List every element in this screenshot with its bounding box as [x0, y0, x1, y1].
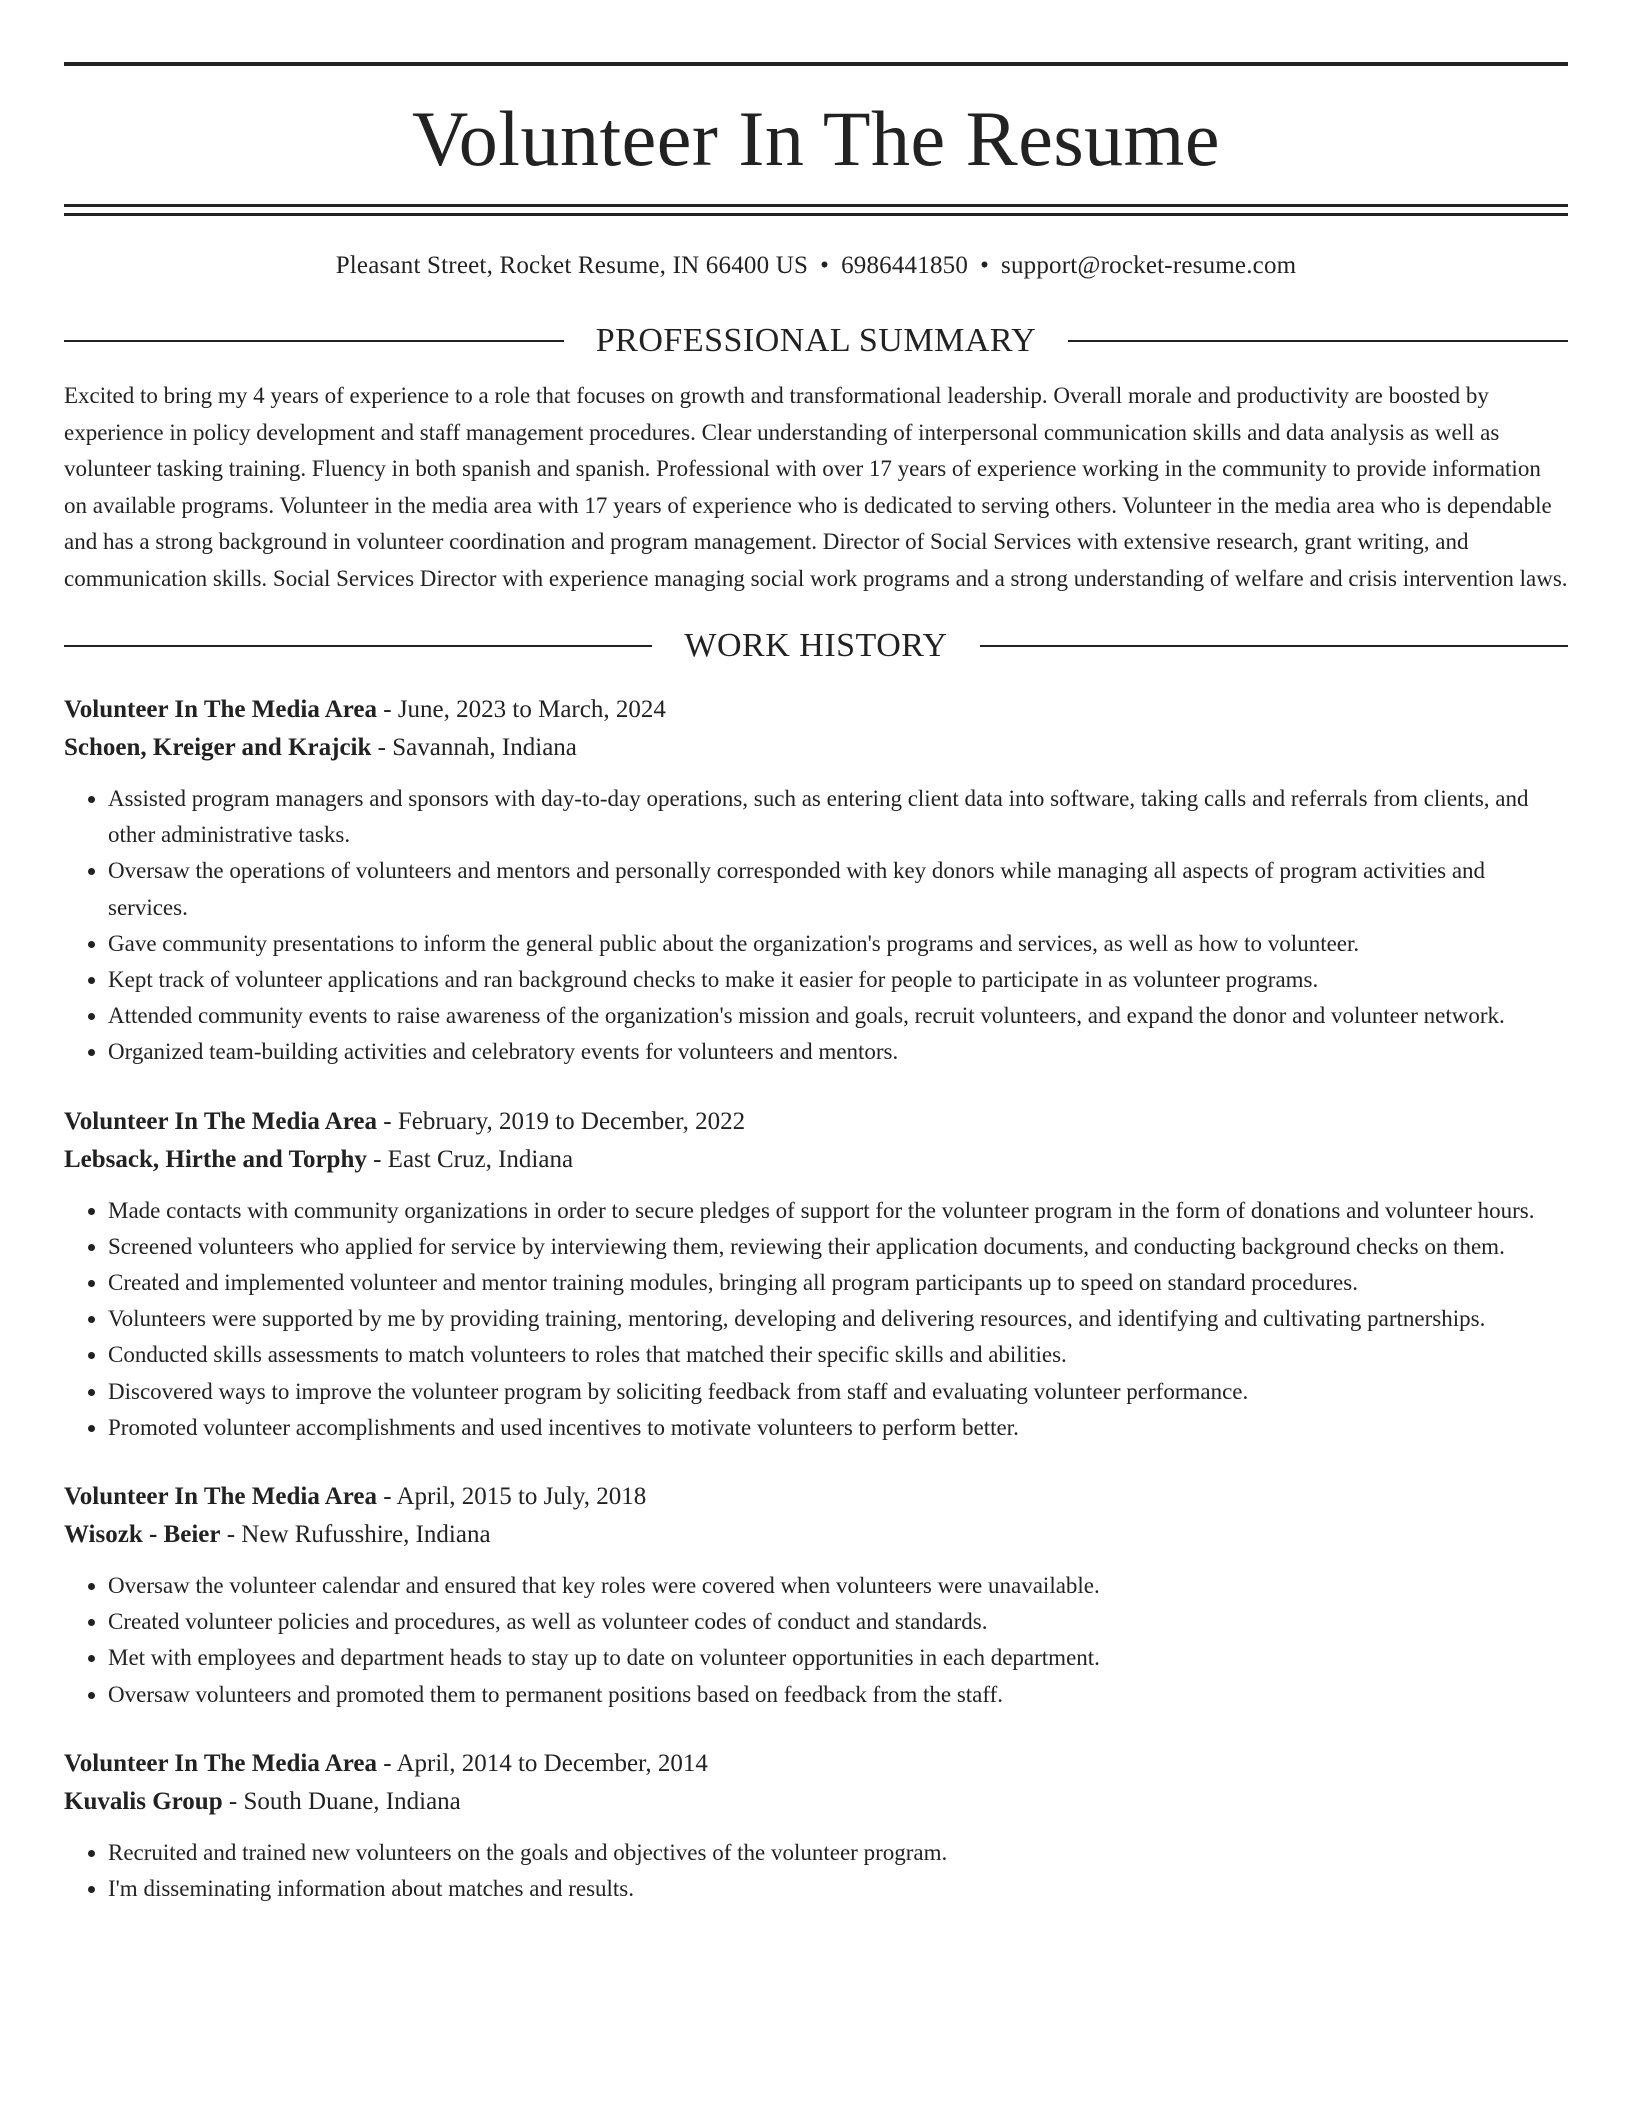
job-entry: [64, 1745, 1568, 1907]
summary-text: Excited to bring my 4 years of experience to a role that focuses on growth and transformational leadership. Overall morale and productivity are boosted by experience in policy development and staff management procedures. Clear understanding of interpersonal communication skills and data analysis as well as volunteer tasking training. Fluency in both spanish and spanish. Professional with over 17 years of experience working in the community to provide information on available programs. Volunteer in the media area with 17 years of experience who is dedicated to serving others. Volunteer in the media area who is dependable and has a strong background in volunteer coordination and program management. Director of Social Services with extensive research, grant writing, and communication skills. Social Services Director with experience managing social work programs and a strong understanding of welfare and crisis intervention laws.: [64, 383, 1568, 591]
job-bullet: • Recruited and trained new volunteers on the goals and objectives of the volunteer program.: [108, 1835, 1568, 1871]
job-bullet: • Conducted skills assessments to match volunteers to roles that matched their specific skills and abilities.: [108, 1337, 1568, 1373]
work-heading: WORK HISTORY: [684, 627, 948, 664]
resume-name: Volunteer In The Resume: [412, 95, 1220, 182]
contact-address: Pleasant Street, Rocket Resume, IN 66400 US: [335, 252, 809, 279]
job-bullet: • Volunteers were supported by me by providing training, mentoring, developing and delivering resources, and identifying and cultivating partnerships.: [108, 1301, 1568, 1337]
header-top-rule: [64, 62, 1568, 66]
summary-section-heading: [64, 324, 1568, 358]
job-bullet: • Assisted program managers and sponsors with day-to-day operations, such as entering client data into software, taking calls and referrals from clients, and other administrative tasks.: [108, 781, 1568, 853]
contact-separator: •: [820, 252, 830, 279]
section-rule-left: [64, 340, 564, 342]
job-dates: - April, 2015 to July, 2018: [377, 1483, 647, 1511]
contact-email: support@rocket-resume.com: [1001, 252, 1297, 279]
section-rule-right: [1068, 340, 1568, 342]
job-bullet: • I'm disseminating information about matches and results.: [108, 1871, 1568, 1907]
contact-line: [64, 252, 1568, 280]
job-title-line: [64, 1745, 1568, 1783]
job-bullet: • Organized team-building activities and celebratory events for volunteers and mentors.: [108, 1034, 1568, 1070]
job-company-line: [64, 1516, 1568, 1554]
job-company: Lebsack, Hirthe and Torphy: [64, 1145, 367, 1173]
job-bullet: • Oversaw volunteers and promoted them to permanent positions based on feedback from the staff.: [108, 1677, 1568, 1713]
section-rule-left: [64, 645, 652, 647]
work-history-list: [64, 691, 1568, 1907]
job-company-line: [64, 1783, 1568, 1821]
summary-heading: PROFESSIONAL SUMMARY: [595, 322, 1037, 359]
job-title-line: [64, 691, 1568, 729]
job-bullet: • Kept track of volunteer applications and ran background checks to make it easier for people to participate in as volunteer programs.: [108, 962, 1568, 998]
job-bullet: • Attended community events to raise awareness of the organization's mission and goals, recruit volunteers, and expand the donor and volunteer network.: [108, 998, 1568, 1034]
job-title-line: [64, 1103, 1568, 1141]
job-bullet: • Made contacts with community organizations in order to secure pledges of support for the volunteer program in the form of donations and volunteer hours.: [108, 1193, 1568, 1229]
job-title: Volunteer In The Media Area: [64, 696, 377, 723]
job-company: Wisozk - Beier: [64, 1521, 221, 1549]
job-location: - New Rufusshire, Indiana: [220, 1521, 491, 1549]
job-bullet: • Oversaw the volunteer calendar and ensured that key roles were covered when volunteers were unavailable.: [108, 1568, 1568, 1604]
job-bullets: [64, 1193, 1568, 1446]
job-bullet: • Created volunteer policies and procedures, as well as volunteer codes of conduct and standards.: [108, 1604, 1568, 1640]
job-title: Volunteer In The Media Area: [64, 1483, 377, 1511]
job-bullet: • Met with employees and department heads to stay up to date on volunteer opportunities in each department.: [108, 1640, 1568, 1676]
job-company-line: [64, 729, 1568, 767]
job-dates: - February, 2019 to December, 2022: [377, 1107, 746, 1135]
job-dates: - April, 2014 to December, 2014: [377, 1749, 708, 1777]
job-company: Schoen, Kreiger and Krajcik: [64, 734, 372, 761]
job-bullets: [64, 1835, 1568, 1907]
job-entry: [64, 691, 1568, 1071]
job-entry: [64, 1103, 1568, 1446]
contact-phone: 6986441850: [841, 252, 969, 279]
job-location: - South Duane, Indiana: [222, 1787, 461, 1815]
job-bullets: [64, 1568, 1568, 1713]
job-company-line: [64, 1141, 1568, 1179]
job-dates: - June, 2023 to March, 2024: [377, 696, 666, 723]
job-title: Volunteer In The Media Area: [64, 1107, 377, 1135]
job-location: - East Cruz, Indiana: [366, 1145, 574, 1173]
job-location: - Savannah, Indiana: [371, 734, 577, 761]
job-bullet: • Promoted volunteer accomplishments and used incentives to motivate volunteers to perform better.: [108, 1410, 1568, 1446]
job-company: Kuvalis Group: [64, 1787, 223, 1815]
job-bullet: • Created and implemented volunteer and mentor training modules, bringing all program participants up to speed on standard procedures.: [108, 1265, 1568, 1301]
job-bullets: [64, 781, 1568, 1071]
job-bullet: • Oversaw the operations of volunteers and mentors and personally corresponded with key donors while managing all aspects of program activities and services.: [108, 853, 1568, 925]
job-bullet: • Gave community presentations to inform the general public about the organization's programs and services, as well as how to volunteer.: [108, 926, 1568, 962]
header-double-rule: [64, 204, 1568, 216]
job-title-line: [64, 1478, 1568, 1516]
work-section-heading: [64, 629, 1568, 663]
job-title: Volunteer In The Media Area: [64, 1749, 377, 1777]
section-rule-right: [980, 645, 1568, 647]
contact-separator: •: [980, 252, 990, 279]
job-bullet: • Discovered ways to improve the volunteer program by soliciting feedback from staff and evaluating volunteer performance.: [108, 1374, 1568, 1410]
job-bullet: • Screened volunteers who applied for service by interviewing them, reviewing their application documents, and conducting background checks on them.: [108, 1229, 1568, 1265]
job-entry: [64, 1478, 1568, 1713]
